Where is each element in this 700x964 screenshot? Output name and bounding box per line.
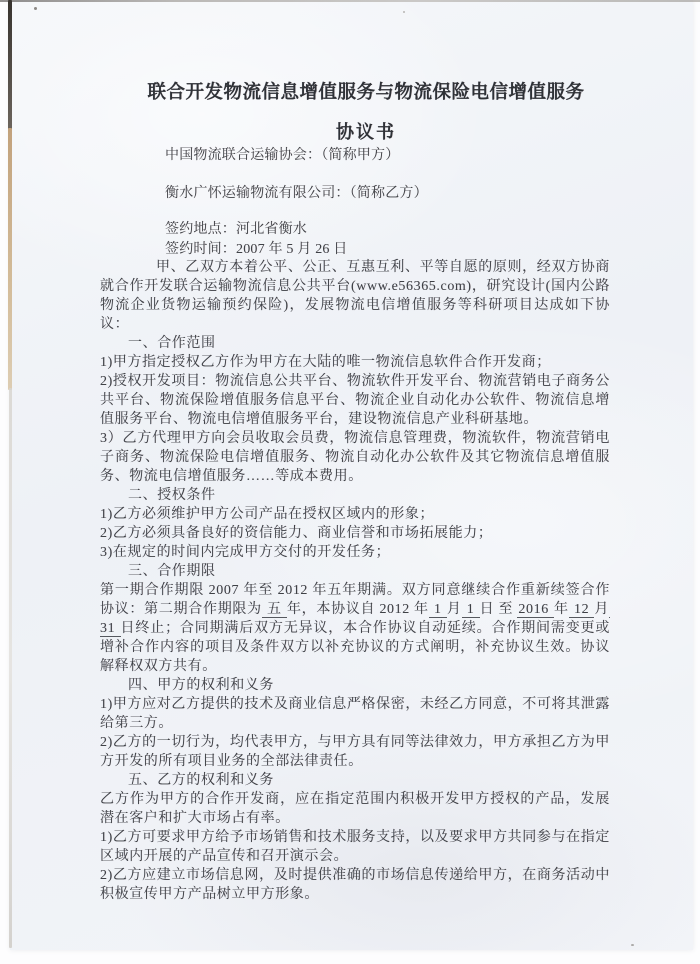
paragraph [100,695,610,733]
paragraph [100,334,610,353]
underlined-field: 31 [100,602,610,637]
text-segment: 2)乙方应建立市场信息网，及时提供准确的市场信息传递给甲方，在商务活动中积极宣传甲方产品树立甲方形象。 [100,868,610,902]
text-segment: 五、乙方的权利和义务 [128,773,274,788]
paragraph [100,733,610,771]
title-line-1: 联合开发物流信息增值服务与物流保险电信增值服务 [147,83,585,103]
text-segment: 二、授权条件 [128,488,216,503]
document-content [100,0,610,950]
text-segment: 1)甲方应对乙方提供的技术及商业信息严格保密，未经乙方同意，不可将其泄露给第三方。 [100,697,610,731]
underlined-field: 五 [262,602,286,617]
text-segment: 第一期合作期限 2007 年至 2012 年五年期满。双方同意继续合作重新续签合作协议：第二期合作期限为 [100,583,610,617]
underlined-field: 1 [429,602,446,617]
paragraph [100,524,610,543]
paragraph [100,562,610,581]
scan-speck [34,7,37,10]
text-segment: 年 [554,602,569,617]
text-segment: 乙方作为甲方的合作开发商，应在指定范围内积极开发甲方授权的产品，发展潜在客户和扩大市场占有率。 [100,792,610,826]
paragraph [100,581,610,676]
paragraph [100,258,610,334]
scan-left-edge-dark-artifact [8,0,12,130]
sign-place-line: 签约地点：河北省衡水 [165,222,307,237]
text-segment: 3)在规定的时间内完成甲方交付的开发任务； [100,545,391,560]
scan-speck [631,944,634,946]
text-segment: 月 [446,602,462,617]
paragraph [100,771,610,790]
document-title [111,82,621,143]
text-segment: 年，本协议自 2012 年 [286,602,429,617]
scan-speck [403,11,405,13]
text-segment: 四、甲方的权利和义务 [128,678,274,693]
paragraph [100,429,610,486]
text-segment: 甲、乙双方本着公平、公正、互惠互利、平等自愿的原则，经双方协商就合作开发联合运输物流信息公共平台(www.e56365.com)，研究设计(国内公路物流企业货物运输预约保险)，发展物流电信增值服务等科研项目达成如下协议： [100,260,610,332]
text-segment: 2)乙方的一切行为，均代表甲方，与甲方具有同等法律效力，甲方承担乙方为甲方开发的所有项目业务的全部法律责任。 [100,735,610,769]
paragraph [100,486,610,505]
party-a-line: 中国物流联合运输协会：（简称甲方） [165,148,400,163]
paper-sheet [10,0,693,950]
text-segment: 一、合作范围 [128,336,216,351]
sign-time-line: 签约时间：2007 年 5 月 26 日 [165,242,348,257]
document-body [100,258,610,904]
paragraph [100,505,610,524]
paragraph [100,790,610,828]
text-segment: 日终止；合同期满后双方无异议，本合作协议自动延续。合作期间需变更或增补合作内容的项目及条件双方以补充协议的方式阐明，补充协议生效。协议解释权双方共有。 [100,621,610,674]
underlined-field: 1 [462,602,479,617]
paragraph [100,828,610,866]
text-segment: 1)乙方可要求甲方给予市场销售和技术服务支持，以及要求甲方共同参与在指定区域内开展的产品宣传和召开演示会。 [100,830,610,864]
party-b-line: 衡水广怀运输物流有限公司：（简称乙方） [165,186,428,201]
text-segment: 月 [594,602,609,617]
underlined-field: 12 [569,602,594,617]
paragraph [100,676,610,695]
paragraph [100,372,610,429]
text-segment: 三、合作期限 [128,564,216,579]
scan-top-edge-artifact [0,0,700,2]
scan-left-edge-tan-artifact [8,128,12,390]
scan-left-edge-gray-artifact [9,388,12,948]
title-line-2: 协议书 [336,122,396,142]
text-segment: 1)甲方指定授权乙方作为甲方在大陆的唯一物流信息软件合作开发商； [100,355,551,370]
text-segment: 2)乙方必须具备良好的资信能力、商业信誉和市场拓展能力； [100,526,493,541]
text-segment: 2)授权开发项目：物流信息公共平台、物流软件开发平台、物流营销电子商务公共平台、物流保险增值服务信息平台、物流企业自动化办公软件、物流信息增值服务平台、物流电信增值服务平台，建设物流信息产业科研基地。 [100,374,610,427]
paragraph [100,866,610,904]
text-segment: 3）乙方代理甲方向会员收取会员费，物流信息管理费，物流软件，物流营销电子商务、物流保险电信增值服务、物流自动化办公软件及其它物流信息增值服务、物流电信增值服务……等成本费用。 [100,431,610,484]
underlined-field: 2016 [518,602,554,617]
text-segment: 1)乙方必须维护甲方公司产品在授权区域内的形象； [100,507,435,522]
paragraph [100,543,610,562]
text-segment: 日 至 [479,602,518,617]
paragraph [100,353,610,372]
